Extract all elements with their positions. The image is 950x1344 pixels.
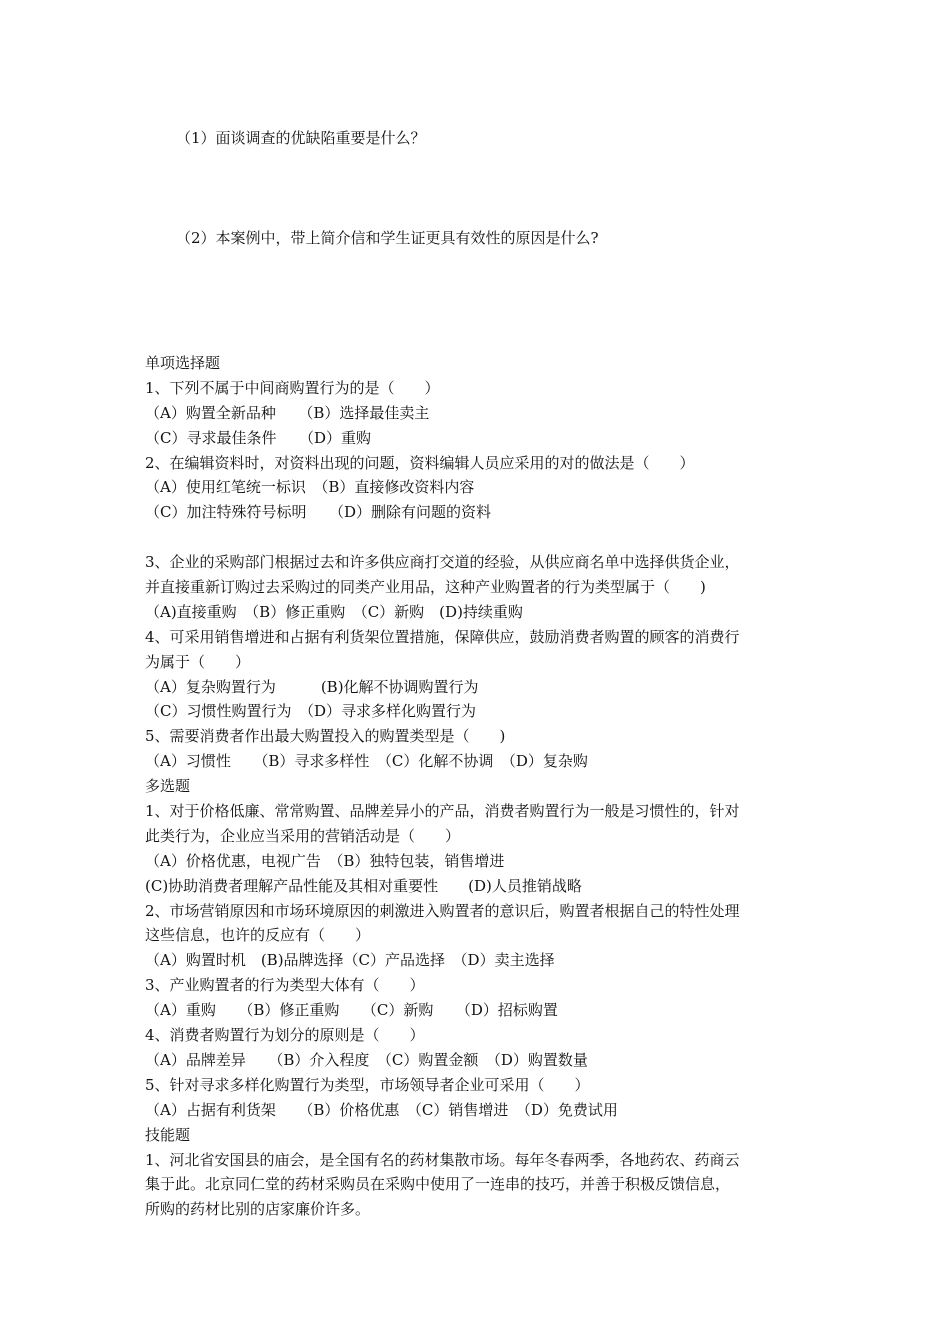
question-text: 并直接重新订购过去采购过的同类产业用品，这种产业购置者的行为类型属于（ ) [145, 578, 706, 597]
options-line: （A）习惯性 （B）寻求多样性 （C）化解不协调 （D）复杂购 [145, 752, 588, 771]
options-line: （A）价格优惠，电视广告 （B）独特包装，销售增进 [145, 851, 505, 870]
document-body [145, 351, 813, 1222]
question-text: 1、下列不属于中间商购置行为的是（ ） [145, 378, 440, 397]
question-text: 4、可采用销售增进和占据有利货架位置措施，保障供应，鼓励消费者购置的顾客的消费行 [145, 627, 740, 646]
options-line: （A）品牌差异 （B）介入程度 （C）购置金额 （D）购置数量 [145, 1050, 588, 1069]
section-heading-skills: 技能题 [145, 1125, 191, 1144]
options-line: （C）习惯性购置行为 （D）寻求多样化购置行为 [145, 702, 477, 721]
paragraph-line: 集于此。北京同仁堂的药材采购员在采购中使用了一连串的技巧，并善于积极反馈信息， [145, 1175, 731, 1194]
question-text: 3、企业的采购部门根据过去和许多供应商打交道的经验，从供应商名单中选择供货企业， [145, 553, 740, 572]
options-line: （C）寻求最佳条件 （D）重购 [145, 428, 372, 447]
options-line: （A）购置时机 (B)品牌选择（C）产品选择 （D）卖主选择 [145, 951, 555, 970]
question-text: 5、需要消费者作出最大购置投入的购置类型是（ ) [145, 727, 506, 746]
options-line: (C)协助消费者理解产品性能及其相对重要性 (D)人员推销战略 [145, 876, 582, 895]
options-line: （A）购置全新品种 （B）选择最佳卖主 [145, 403, 430, 422]
case-question-2: （2）本案例中，带上简介信和学生证更具有效性的原因是什么? [176, 229, 599, 247]
options-line: （C）加注特殊符号标明 （D）删除有问题的资料 [145, 503, 492, 522]
options-line: （A）重购 （B）修正重购 （C）新购 （D）招标购置 [145, 1001, 558, 1020]
options-line: （A）占据有利货架 （B）价格优惠 （C）销售增进 （D）免费试用 [145, 1100, 618, 1119]
options-line: （A）使用红笔统一标识 （B）直接修改资料内容 [145, 478, 475, 497]
blank-line [145, 525, 813, 550]
question-text: 此类行为，企业应当采用的营销活动是（ ） [145, 826, 461, 845]
question-text: 5、针对寻求多样化购置行为类型，市场领导者企业可采用（ ） [145, 1075, 590, 1094]
question-text: 4、消费者购置行为划分的原则是（ ） [145, 1026, 425, 1045]
section-heading-multiple-choice: 多选题 [145, 777, 191, 796]
question-text: 3、产业购置者的行为类型大体有（ ） [145, 976, 425, 995]
question-text: 2、在编辑资料时，对资料出现的问题，资料编辑人员应采用的对的做法是（ ） [145, 453, 695, 472]
question-text: 这些信息，也许的反应有（ ） [145, 926, 371, 945]
options-line: （A）复杂购置行为 (B)化解不协调购置行为 [145, 677, 479, 696]
paragraph-line: 1、河北省安国县的庙会，是全国有名的药材集散市场。每年冬春两季，各地药农、药商云 [145, 1150, 740, 1169]
question-text: 为属于（ ） [145, 652, 251, 671]
question-text: 1、对于价格低廉、常常购置、品牌差异小的产品，消费者购置行为一般是习惯性的，针对 [145, 802, 740, 821]
case-question-1: （1）面谈调查的优缺陷重要是什么？ [176, 129, 426, 147]
paragraph-line: 所购的药材比别的店家廉价许多。 [145, 1200, 371, 1219]
options-line: （A)直接重购 （B）修正重购 （C）新购 (D)持续重购 [145, 602, 523, 621]
question-text: 2、市场营销原因和市场环境原因的刺激进入购置者的意识后，购置者根据自己的特性处理 [145, 901, 740, 920]
section-heading-single-choice: 单项选择题 [145, 354, 221, 372]
